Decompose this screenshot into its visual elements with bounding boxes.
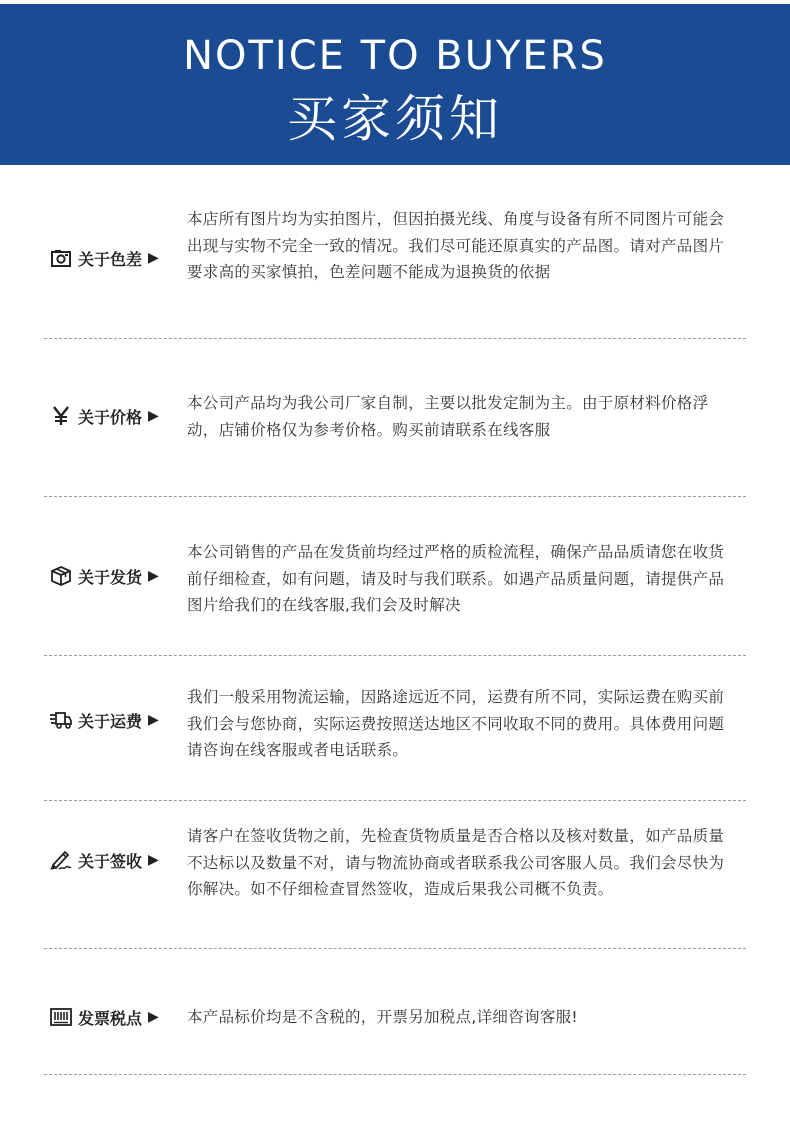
- section-text-signing: 请客户在签收货物之前，先检查货物质量是否合格以及核对数量，如产品质量不达标以及数量不对，请与物流协商或者联系我公司客服人员。我们会尽快为你解决。如不仔细检查冒然签收，造成后果我公司概不负责。: [187, 827, 725, 898]
- section-label-text: 发票税点: [78, 1008, 143, 1028]
- yen-icon: [50, 405, 72, 427]
- package-icon: [50, 565, 72, 587]
- section-divider: [44, 338, 746, 339]
- section-text-invoice-tax: 本产品标价均是不含税的，开票另加税点,详细咨询客服!: [187, 1008, 578, 1026]
- section-label-price: [50, 405, 159, 427]
- section-divider: [44, 948, 746, 949]
- section-label-text: 关于色差: [78, 249, 143, 269]
- section-label-text: 关于运费: [78, 711, 143, 731]
- header-title-en: NOTICE TO BUYERS: [183, 33, 607, 79]
- invoice-icon: [50, 1006, 72, 1028]
- section-label-signing: [50, 849, 159, 871]
- notice-header: [0, 4, 790, 165]
- section-divider: [44, 655, 746, 656]
- arrow-right-icon: ▶: [148, 408, 159, 424]
- section-divider: [44, 496, 746, 497]
- section-text-price: 本公司产品均为我公司厂家自制，主要以批发定制为主。由于原材料价格浮动，店铺价格仅为参考价格。购买前请联系在线客服: [187, 394, 709, 439]
- arrow-right-icon: ▶: [148, 852, 159, 868]
- section-divider: [44, 800, 746, 801]
- section-label-freight: [50, 709, 159, 731]
- section-label-text: 关于发货: [78, 567, 143, 587]
- section-label-invoice-tax: [50, 1006, 159, 1028]
- section-label-shipping: [50, 565, 159, 587]
- section-label-color-difference: [50, 247, 159, 269]
- camera-icon: [50, 247, 72, 269]
- section-divider: [44, 1074, 746, 1075]
- header-title-cn: 买家须知: [287, 90, 503, 148]
- arrow-right-icon: ▶: [148, 712, 159, 728]
- delivery-truck-icon: [50, 709, 72, 731]
- arrow-right-icon: ▶: [148, 568, 159, 584]
- section-label-text: 关于价格: [78, 407, 143, 427]
- section-label-text: 关于签收: [78, 851, 143, 871]
- arrow-right-icon: ▶: [148, 1009, 159, 1025]
- signature-pen-icon: [50, 849, 72, 871]
- section-text-shipping: 本公司销售的产品在发货前均经过严格的质检流程，确保产品品质请您在收货前仔细检查，如有问题，请及时与我们联系。如遇产品质量问题，请提供产品图片给我们的在线客服,我们会及时解决: [187, 543, 725, 614]
- section-text-color-difference: 本店所有图片均为实拍图片，但因拍摄光线、角度与设备有所不同图片可能会出现与实物不完全一致的情况。我们尽可能还原真实的产品图。请对产品图片要求高的买家慎拍，色差问题不能成为退换货的依据: [187, 210, 725, 281]
- section-text-freight: 我们一般采用物流运输，因路途远近不同，运费有所不同，实际运费在购买前我们会与您协商，实际运费按照送达地区不同收取不同的费用。具体费用问题请咨询在线客服或者电话联系。: [187, 688, 725, 759]
- arrow-right-icon: ▶: [148, 250, 159, 266]
